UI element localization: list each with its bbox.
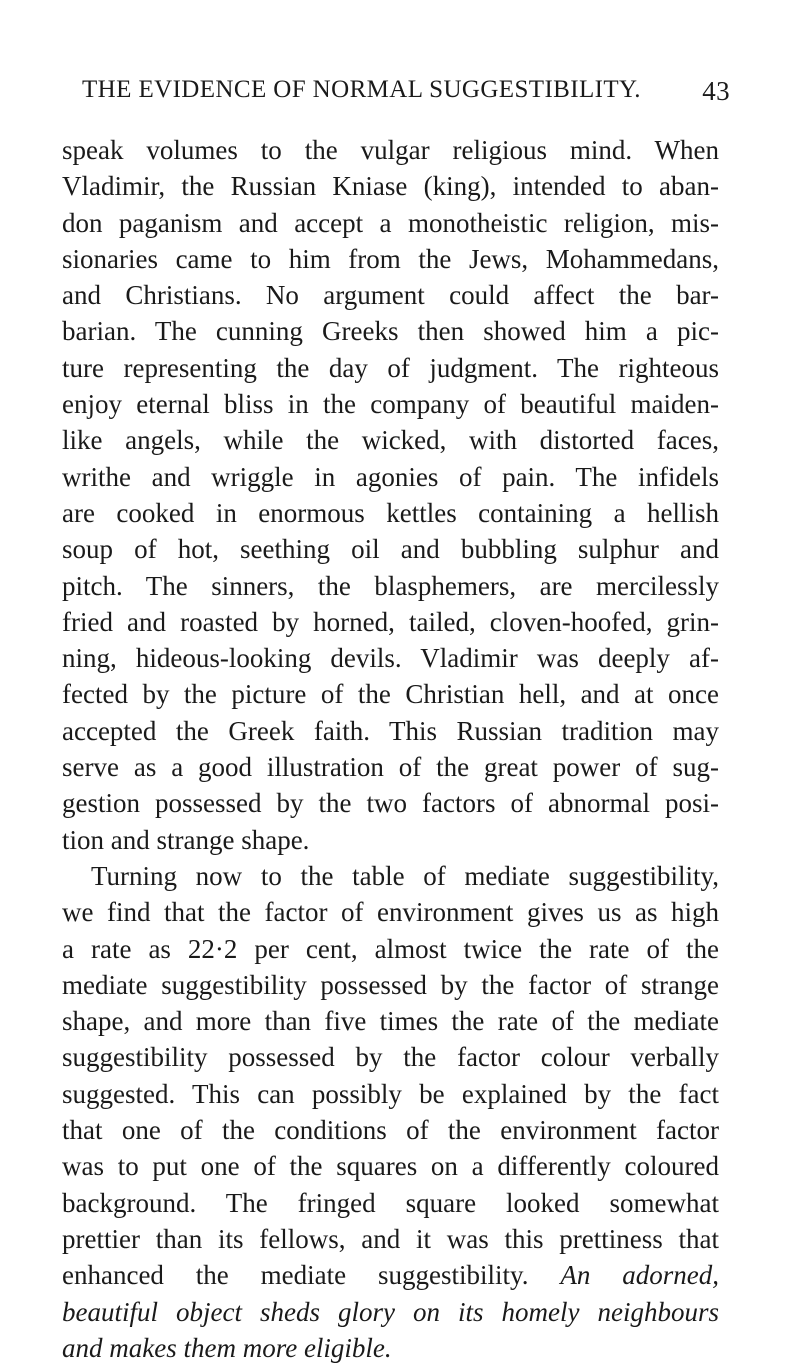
roman-segment: enhanced the mediate suggestibility.	[62, 1260, 561, 1291]
italic-paragraph-last-line: and makes them more eligible.	[62, 1332, 392, 1363]
text-line: Vladimir, the Russian Kniase (king), intended to aban-	[62, 171, 719, 202]
text-line: accepted the Greek faith. This Russian tradition may	[62, 715, 719, 746]
text-line: fried and roasted by horned, tailed, cloven-hoofed, grin-	[62, 606, 719, 637]
text-line: a rate as 22·2 per cent, almost twice the rate of the	[62, 933, 719, 964]
text-line: we find that the factor of environment gives us as high	[62, 897, 719, 928]
running-title: THE EVIDENCE OF NORMAL SUGGESTIBILITY.	[82, 76, 641, 103]
text-line: ning, hideous-looking devils. Vladimir was deeply af-	[62, 643, 719, 674]
page-header	[82, 76, 730, 110]
text-line: enjoy eternal bliss in the company of beautiful maiden-	[62, 389, 719, 420]
text-line: that one of the conditions of the environment factor	[62, 1115, 719, 1146]
text-line: suggested. This can possibly be explained by the fact	[62, 1078, 719, 1109]
text-line: and Christians. No argument could affect the bar-	[62, 280, 719, 311]
text-line: serve as a good illustration of the great power of sug-	[62, 752, 719, 783]
page-number: 43	[702, 76, 730, 106]
italic-text-line: beautiful object sheds glory on its homely neighbours	[62, 1296, 719, 1327]
text-line: gestion possessed by the two factors of abnormal posi-	[62, 788, 719, 819]
text-line: fected by the picture of the Christian hell, and at once	[62, 679, 719, 710]
text-line: speak volumes to the vulgar religious mind. When	[62, 135, 719, 165]
text-line: soup of hot, seething oil and bubbling sulphur and	[62, 534, 719, 565]
italic-segment: An adorned,	[560, 1260, 719, 1291]
text-line: are cooked in enormous kettles containing a hellish	[62, 497, 719, 528]
text-line: shape, and more than five times the rate of the mediate	[62, 1006, 719, 1037]
text-line: barian. The cunning Greeks then showed him a pic-	[62, 316, 719, 347]
body-text	[62, 132, 719, 1366]
text-line: mediate suggestibility possessed by the factor of strange	[62, 969, 719, 1000]
text-line: don paganism and accept a monotheistic religion, mis-	[62, 207, 719, 238]
paragraph-first-line: Turning now to the table of mediate suggestibility,	[91, 860, 719, 891]
mixed-text-line	[62, 1257, 719, 1293]
text-line: writhe and wriggle in agonies of pain. The infidels	[62, 461, 719, 492]
text-line: background. The fringed square looked somewhat	[62, 1187, 719, 1218]
text-line: pitch. The sinners, the blasphemers, are mercilessly	[62, 570, 719, 601]
text-line: suggestibility possessed by the factor colour verbally	[62, 1042, 719, 1073]
text-line: was to put one of the squares on a differently coloured	[62, 1151, 719, 1182]
text-line: sionaries came to him from the Jews, Mohammedans,	[62, 243, 719, 274]
text-line: ture representing the day of judgment. The righteous	[62, 352, 719, 383]
paragraph-last-line: tion and strange shape.	[62, 824, 310, 855]
text-line: like angels, while the wicked, with distorted faces,	[62, 425, 719, 456]
text-line: prettier than its fellows, and it was this prettiness that	[62, 1223, 719, 1254]
